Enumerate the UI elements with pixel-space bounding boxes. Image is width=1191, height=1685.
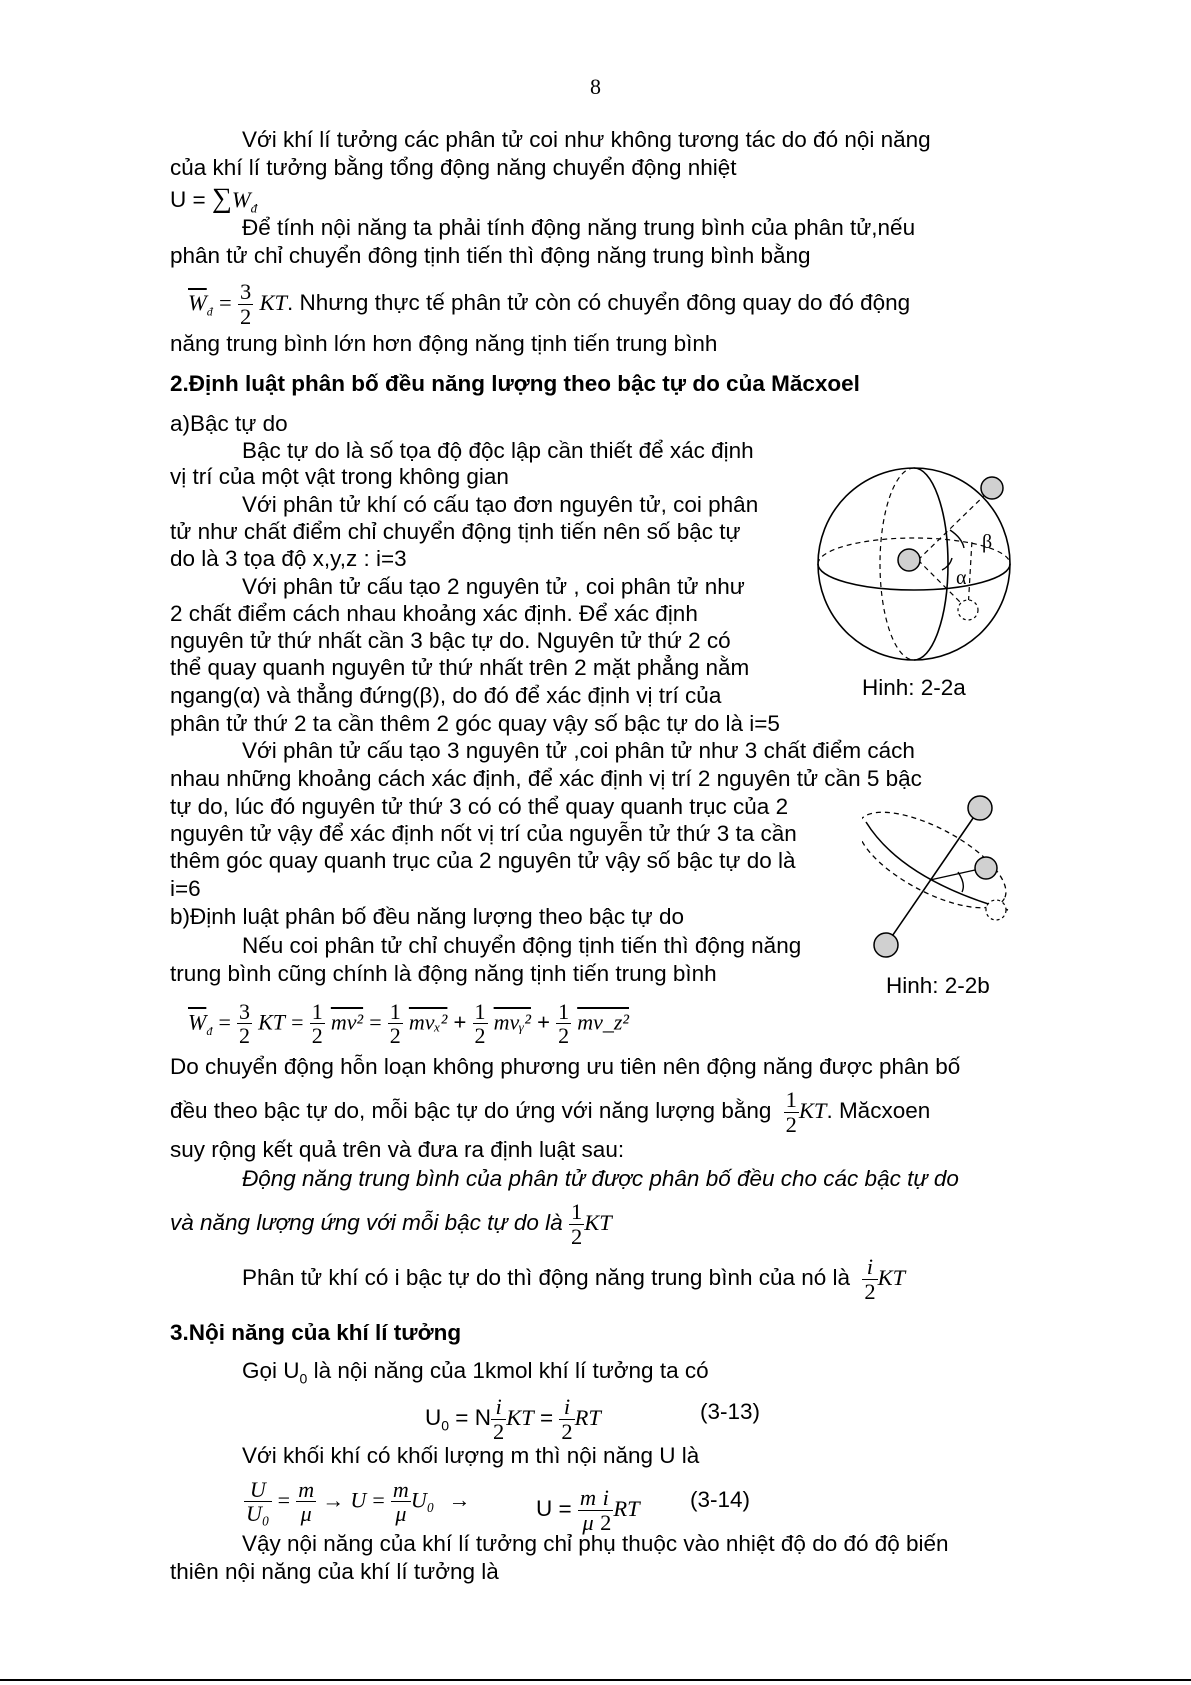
- intro-line-2: của khí lí tưởng bằng tổng động năng chuyển động nhiệt: [170, 155, 737, 180]
- avg-energy-symbol: $\overline{W}$: [188, 290, 207, 316]
- eq13-mid: =: [533, 1405, 560, 1431]
- a-p3-line-4: thể quay quanh nguyên tử thứ nhất trên 2 mặt phẳng nằm: [170, 655, 750, 680]
- intro-formula-sub: đ: [250, 200, 258, 216]
- eq-w: $\overline{W}$: [188, 1009, 207, 1035]
- frac-i-2: $\frac{i}{2}$: [864, 1254, 876, 1304]
- law-line-1: Động năng trung bình của phân tử được phân bố đều cho các bậc tự do: [242, 1166, 959, 1191]
- eq14-arrow-1: →: [322, 1487, 345, 1513]
- eq-plus-1: +: [453, 1009, 467, 1035]
- eq14-frac-u-u0: $\frac{U}{\text{U₀}}$: [246, 1477, 270, 1527]
- eq-plus-2: +: [537, 1009, 550, 1035]
- eq-frac-3-2: $\frac{3}{2}$: [239, 999, 250, 1049]
- sum-symbol: ∑: [211, 183, 232, 214]
- p2-line-3: [188, 280, 910, 328]
- eq13-eq: = N: [449, 1405, 491, 1431]
- b-p2-line-2-head: đều theo bậc tự do, mỗi bậc tự do ứng với năng lượng bằng: [170, 1098, 772, 1124]
- atom-1: [968, 796, 992, 820]
- eq-w-sub: đ: [206, 1023, 213, 1038]
- intro-formula-w: W: [231, 187, 251, 212]
- equation-3-14-rhs: [536, 1486, 640, 1534]
- b-p1-line-2: trung bình cũng chính là động năng tịnh tiến trung bình: [170, 961, 717, 986]
- beta-label: β: [982, 531, 993, 553]
- p2-line-2: phân tử chỉ chuyển đông tịnh tiến thì động năng trung bình bằng: [170, 243, 811, 268]
- i-degree-text: Phân tử khí có i bậc tự do thì động năng trung bình của nó là: [242, 1265, 851, 1291]
- eq13-frac-i-2-b: $\frac{i}{2}$: [561, 1394, 573, 1444]
- a-p4-line-1: Với phân tử cấu tạo 3 nguyên tử ,coi phân tử như 3 chất điểm cách: [242, 738, 915, 763]
- beta-arc: [950, 530, 964, 548]
- p2-line-4: năng trung bình lớn hơn động năng tịnh tiến trung bình: [170, 331, 718, 356]
- law-kt: KT: [584, 1210, 612, 1236]
- energy-equation: [188, 1000, 629, 1047]
- eq14-arrow-2: →: [448, 1487, 471, 1513]
- section-2-heading: 2.Định luật phân bố đều năng lượng theo bậc tự do của Măcxoel: [170, 371, 860, 396]
- a-p4-line-6: i=6: [170, 876, 201, 901]
- a-p4-line-5: thêm góc quay quanh trục của 2 nguyên tử vậy số bậc tự do là: [170, 848, 796, 873]
- eq13-rt: RT: [574, 1405, 601, 1431]
- a-p4-line-2: nhau những khoảng cách xác định, để xác định vị trí 2 nguyên tử cần 5 bậc: [170, 766, 922, 791]
- atom-3: [975, 857, 997, 879]
- fraction-3-2: $\frac{3}{2}$: [239, 279, 252, 329]
- alpha-label: α: [956, 567, 967, 589]
- eq-sign: =: [219, 290, 232, 316]
- page-number: 8: [590, 74, 601, 99]
- s3-p1-head: Gọi U: [242, 1358, 300, 1383]
- eq-frac-1-2-d: $\frac{1}{2}$: [558, 999, 570, 1049]
- molecule-axis: [886, 808, 980, 945]
- a-p4-line-3: tự do, lúc đó nguyên tử thứ 3 có có thể quay quanh trục của 2: [170, 794, 789, 819]
- kt-after-frac: KT: [798, 1098, 827, 1124]
- intro-formula: [170, 185, 257, 215]
- equation-3-14-label: (3-14): [690, 1487, 751, 1512]
- alpha-arc: [942, 558, 952, 570]
- eq-frac-1-2-a: $\frac{1}{2}$: [311, 999, 323, 1049]
- avg-energy-sub: đ: [206, 304, 213, 319]
- subsection-b-heading: b)Định luật phân bố đều năng lượng theo bậc tự do: [170, 904, 684, 929]
- page-bottom-rule: [0, 1679, 1191, 1681]
- i-degree-line: [242, 1255, 905, 1303]
- eq14-lhs2: U =: [536, 1496, 572, 1522]
- a-p3-line-5: ngang(α) và thẳng đứng(β), do đó để xác định vị trí của: [170, 683, 722, 708]
- eq-sign-2: =: [291, 1009, 304, 1035]
- eq-mv2: mv²: [330, 1009, 364, 1035]
- eq-kt: KT: [258, 1009, 286, 1035]
- equation-3-13-label: (3-13): [700, 1399, 761, 1424]
- figure-2-2a-caption: Hinh: 2-2a: [862, 675, 966, 700]
- radius-line-upper: [918, 488, 992, 560]
- s3-p3-line-1: Vậy nội năng của khí lí tưởng chỉ phụ thuộc vào nhiệt độ do đó độ biến: [242, 1531, 949, 1556]
- eq13-frac-i-2-a: $\frac{i}{2}$: [492, 1394, 505, 1444]
- i-degree-kt: KT: [877, 1265, 906, 1291]
- a-p3-line-3: nguyên tử thứ nhất cần 3 bậc tự do. Nguyên tử thứ 2 có: [170, 628, 731, 653]
- a-p1-line-1: Bậc tự do là số tọa độ độc lập cần thiết để xác định: [242, 438, 754, 463]
- b-p1-line-1: Nếu coi phân tử chỉ chuyển động tịnh tiến thì động năng: [242, 933, 802, 958]
- eq-frac-1-2-c: $\frac{1}{2}$: [474, 999, 486, 1049]
- section-3-heading: 3.Nội năng của khí lí tưởng: [170, 1320, 462, 1345]
- subsection-a-heading: a)Bậc tự do: [170, 411, 288, 436]
- atom-2: [874, 933, 898, 957]
- s3-p1-tail: là nội năng của 1kmol khí lí tưởng ta có: [307, 1358, 709, 1383]
- eq14-frac-m-mu-b: $\frac{m}{\mu}$: [392, 1477, 409, 1527]
- a-p2-line-2: tử như chất điểm chỉ chuyển động tịnh tiến nên số bậc tự: [170, 519, 741, 544]
- atom-3-ghost: [986, 900, 1006, 920]
- eq14-frac-i-2: $\frac{i}{2}$: [600, 1485, 612, 1535]
- a-p4-line-4: nguyên tử vậy để xác định nốt vị trí của nguyễn tử thứ 3 ta cần: [170, 821, 797, 846]
- figure-2-2b-caption: Hinh: 2-2b: [886, 973, 990, 998]
- equation-3-13: [425, 1395, 601, 1443]
- eq-sign-3: =: [369, 1009, 382, 1035]
- b-p2-line-2-tail: . Măcxoen: [826, 1098, 931, 1124]
- intro-line-1: Với khí lí tưởng các phân tử coi như không tương tác do đó nội năng: [242, 127, 931, 152]
- a-p2-line-1: Với phân tử khí có cấu tạo đơn nguyên tử, coi phân: [242, 492, 759, 517]
- eq-sign-1: =: [218, 1009, 231, 1035]
- eq14-eq-2: =: [372, 1487, 385, 1513]
- atom-center: [898, 549, 920, 571]
- p2-line-3-tail: . Nhưng thực tế phân tử còn có chuyển đông quay do đó động: [287, 290, 911, 316]
- eq14-eq-1: =: [277, 1487, 291, 1513]
- eq-mvz: mv_z²: [577, 1009, 629, 1035]
- b-p2-line-2: [170, 1088, 930, 1136]
- law-line-2: [170, 1200, 612, 1248]
- atom-top: [981, 477, 1003, 499]
- eq14-u: U: [350, 1487, 367, 1513]
- vertical-dashed: [968, 540, 972, 610]
- eq14-rt: RT: [613, 1496, 640, 1522]
- b-p2-line-1: Do chuyển động hỗn loạn không phương ưu tiên nên động năng được phân bố: [170, 1054, 961, 1079]
- rotation-arc: [958, 872, 963, 892]
- b-p2-line-3: suy rộng kết quả trên và đưa ra định luật sau:: [170, 1137, 625, 1162]
- frac-1-2-kt: $\frac{1}{2}$: [785, 1087, 797, 1137]
- figure-2-2a: [810, 460, 1030, 680]
- s3-p1-sub: 0: [299, 1370, 308, 1387]
- p2-line-1: Để tính nội năng ta phải tính động năng trung bình của phân tử,nếu: [242, 215, 916, 240]
- eq-mvx: mvₓ²: [408, 1009, 448, 1035]
- eq14-frac-m-mu-a: $\frac{m}{\mu}$: [298, 1477, 315, 1527]
- a-p1-line-2: vị trí của một vật trong không gian: [170, 464, 509, 489]
- a-p3-line-6: phân tử thứ 2 ta cần thêm 2 góc quay vậy số bậc tự do là i=5: [170, 711, 780, 736]
- a-p2-line-3: do là 3 tọa độ x,y,z : i=3: [170, 546, 407, 571]
- eq-mvy: mvᵧ²: [493, 1009, 531, 1035]
- law-frac-1-2: $\frac{1}{2}$: [570, 1199, 583, 1249]
- eq13-sub: 0: [441, 1417, 450, 1434]
- eq13-kt: KT: [506, 1405, 534, 1431]
- intro-formula-lhs: U =: [170, 187, 212, 212]
- eq14-frac-m-mu-c: $\frac{m}{\mu}$: [579, 1485, 597, 1535]
- eq13-u: U: [425, 1405, 442, 1431]
- atom-projection: [958, 600, 978, 620]
- figure-2-2b: [862, 790, 1022, 962]
- s3-p2: Với khối khí có khối lượng m thì nội năng U là: [242, 1443, 700, 1468]
- law-line-2-text: và năng lượng ứng với mỗi bậc tự do là: [170, 1210, 563, 1236]
- kt-symbol: KT: [259, 290, 288, 316]
- a-p3-line-2: 2 chất điểm cách nhau khoảng xác định. Để xác định: [170, 601, 698, 626]
- eq-frac-1-2-b: $\frac{1}{2}$: [389, 999, 401, 1049]
- s3-p1: [242, 1360, 709, 1386]
- equation-3-14: [244, 1478, 470, 1525]
- a-p3-line-1: Với phân tử cấu tạo 2 nguyên tử , coi phân tử như: [242, 574, 745, 599]
- eq14-u0: U₀: [410, 1487, 435, 1513]
- s3-p3-line-2: thiên nội năng của khí lí tưởng là: [170, 1559, 499, 1584]
